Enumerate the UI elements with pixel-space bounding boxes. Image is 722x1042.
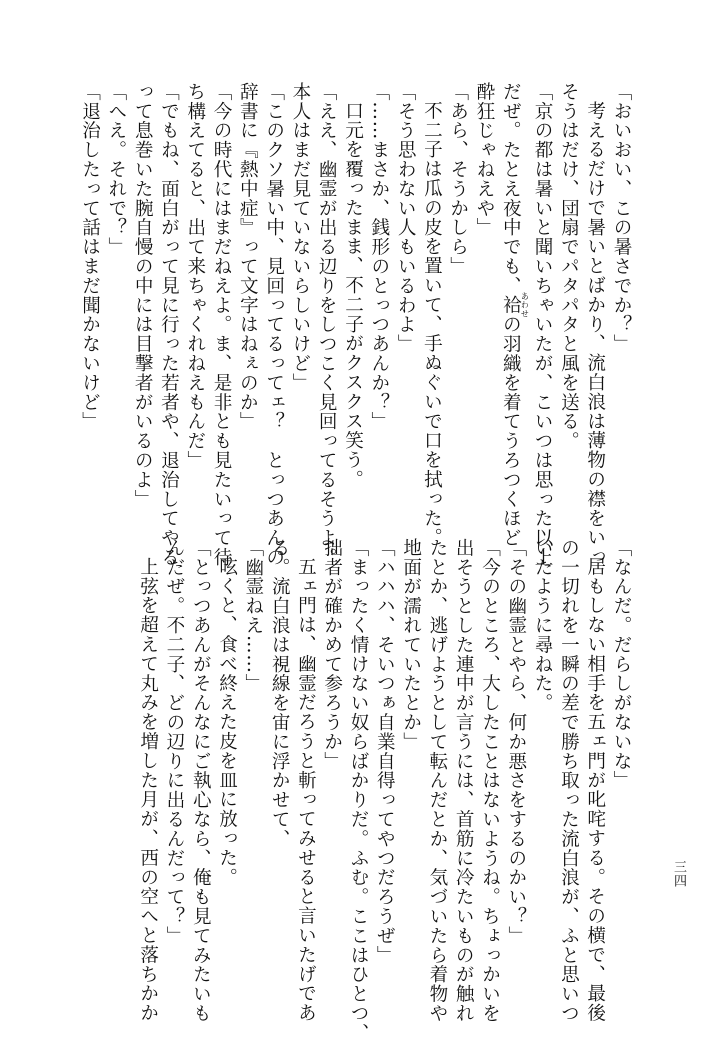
text-line: 拙者が確かめて参ろうか」 bbox=[321, 538, 343, 771]
text-line: 呟くと、食べ終えた皮を皿に放った。 bbox=[216, 556, 238, 887]
text-line: 不二子は瓜の皮を置いて、手ぬぐいで口を拭った。 bbox=[421, 100, 443, 547]
ruby-awase: 袷 あわせ bbox=[500, 291, 530, 319]
text-line: 「このクソ暑い中、見回ってるってェ？ とっつあんの bbox=[263, 82, 285, 567]
text-line: 酔狂じゃねえや」 bbox=[474, 82, 496, 238]
text-line: 「とっつあんがそんなにご執心なら、俺も見てみたいも bbox=[190, 538, 212, 1023]
text-line: 「ハハハ、そいつぁ自業自得ってやつだろうぜ」 bbox=[374, 538, 396, 965]
text-line: 「なんだ。だらしがないな」 bbox=[611, 538, 632, 791]
text-line: たとか、逃げようとして転んだとか、気づいたら着物や bbox=[426, 538, 448, 1023]
text-line: 「あら、そうかしら」 bbox=[447, 82, 469, 276]
text-line: 「そう思わない人もいるわよ」 bbox=[395, 82, 417, 354]
text-line: 五ェ門は、幽霊だろうと斬ってみせると言いたげであ bbox=[295, 556, 317, 1023]
text-line: って息巻いた腕自慢の中には目撃者がいるのよ」 bbox=[132, 82, 154, 509]
text-line: 「ええ、幽霊が出る辺りをしつこく見回ってるそうよ。 bbox=[316, 82, 338, 567]
text-line: 「今の時代にはまだねえよ。ま、是非とも見たいって待 bbox=[211, 82, 233, 567]
text-line: 「今のところ、大したことはないようね。ちょっかいを bbox=[479, 538, 501, 1023]
text-line: ち構えてると、出て来ちゃくれねえもんだ」 bbox=[184, 82, 206, 470]
text-line: 「退治したって話はまだ聞かないけど」 bbox=[79, 82, 101, 432]
text-line: 地面が濡れていたとか」 bbox=[400, 538, 422, 752]
text-line: 「へえ。それで？」 bbox=[105, 82, 127, 257]
text-line: 「……まさか、銭形のとっつあんか？」 bbox=[368, 82, 390, 432]
text-line: そうはだけ、団扇でパタパタと風を送る。 bbox=[558, 82, 580, 451]
text-line: 「その幽霊とやら、何か悪さをするのかい？」 bbox=[505, 538, 527, 946]
text-line: 「おいおい、この暑さでか？」 bbox=[611, 82, 632, 354]
text-line: 考えるだけで暑いとばかり、流白浪は薄物の襟をいっ bbox=[584, 100, 606, 567]
text-line-with-ruby: だぜ。たとえ夜中でも、袷 あわせの羽織を着てうろつくほど bbox=[500, 82, 530, 548]
text-line: 「京の都は暑いと聞いちゃいたが、こいつは思った以上 bbox=[532, 82, 554, 567]
text-line: 「まったく情けない奴らばかりだ。ふむ。ここはひとつ、 bbox=[348, 538, 370, 1042]
text-line: 辞書に『熱中症』って文字はねぇのか」 bbox=[237, 82, 259, 432]
text-line: 「幽霊ねえ……」 bbox=[242, 538, 264, 694]
lower-text-block bbox=[134, 538, 634, 1042]
page-number: 三四 bbox=[671, 860, 686, 888]
text-line: の一切れを一瞬の差で勝ち取った流白浪が、ふと思いつ bbox=[558, 538, 580, 1023]
text-line: 口元を覆ったまま、不二子がクスクス笑う。 bbox=[342, 100, 364, 489]
text-line: 居もしない相手を五ェ門が叱咤する。その横で、最後 bbox=[584, 556, 606, 1023]
text-line: んだぜ。不二子、どの辺りに出るんだって？」 bbox=[163, 538, 185, 946]
text-line: いたように尋ねた。 bbox=[532, 538, 554, 713]
text-line: る。流白浪は視線を宙に浮かせて、 bbox=[269, 538, 291, 849]
text-line: 「でもね、面白がって見に行った若者や、退治してやる bbox=[158, 82, 180, 567]
text-line: 出そうとした連中が言うには、首筋に冷たいものが触れ bbox=[453, 538, 475, 1023]
text-line: 上弦を超えて丸みを増した月が、西の空へと落ちかか bbox=[137, 556, 159, 1023]
text-line: 本人はまだ見ていないらしいけど」 bbox=[289, 82, 311, 393]
upper-text-block bbox=[76, 82, 634, 567]
